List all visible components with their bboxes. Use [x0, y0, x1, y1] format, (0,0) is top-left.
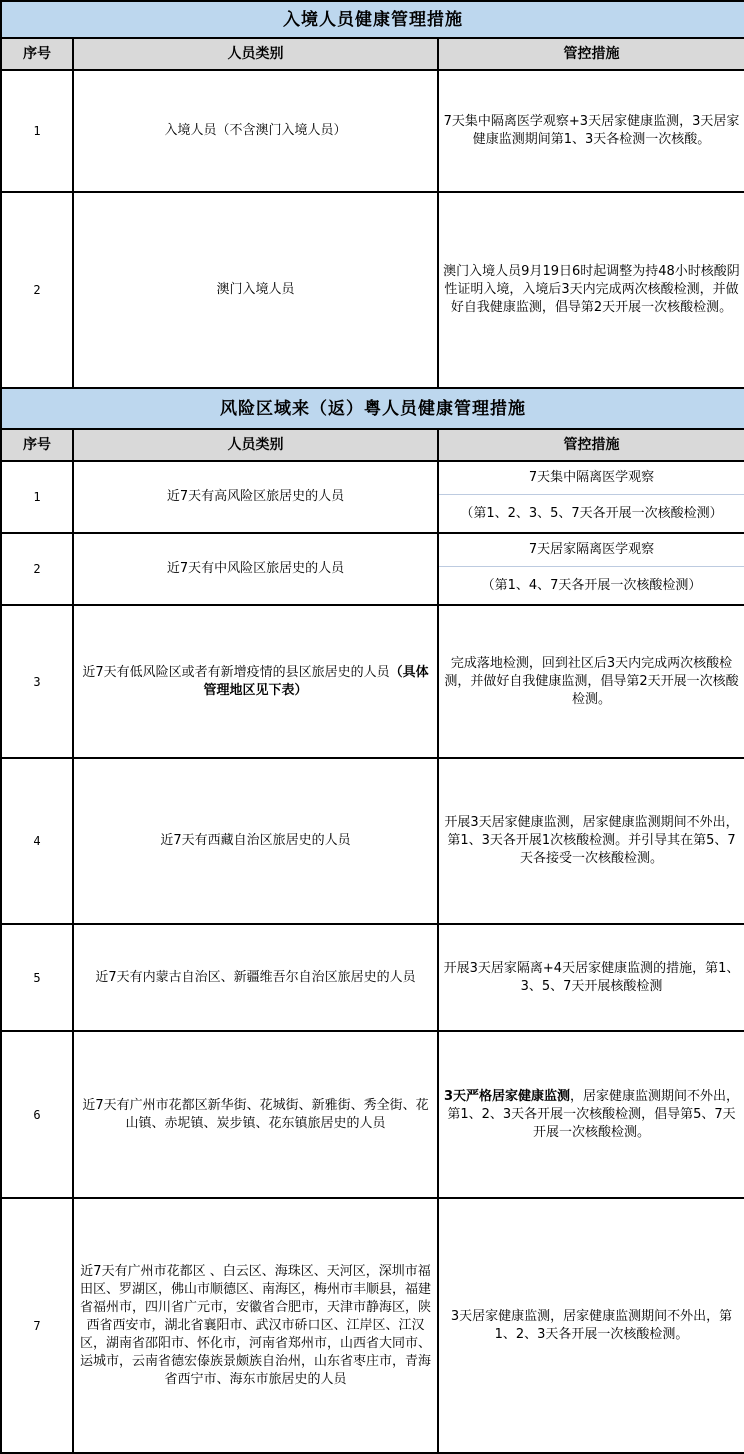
table-row: [1, 70, 744, 192]
measures-primary: 7天集中隔离医学观察: [439, 462, 744, 495]
row-index: 5: [1, 924, 73, 1031]
table-row: [1, 1198, 744, 1453]
row-measures: 澳门入境人员9月19日6时起调整为持48小时核酸阴性证明入境，入境后3天内完成两次核酸检测，并做好自我健康监测，倡导第2天开展一次核酸检测。: [438, 192, 744, 388]
category-note: （具体管理地区见下表）: [203, 664, 429, 698]
measures-text: ，居家健康监测期间不外出，第1、2、3天各开展一次核酸检测，倡导第5、7天开展一次核酸检测。: [447, 1088, 740, 1140]
section2-title: 风险区域来（返）粤人员健康管理措施: [1, 388, 744, 429]
table-row: [1, 461, 744, 533]
row-measures: 7天集中隔离医学观察+3天居家健康监测，3天居家健康监测期间第1、3天各检测一次核酸。: [438, 70, 744, 192]
row-measures: [438, 533, 744, 605]
row-measures: 3天居家健康监测，居家健康监测期间不外出，第1、2、3天各开展一次核酸检测。: [438, 1198, 744, 1453]
row-category: 近7天有广州市花都区 、白云区、海珠区、天河区，深圳市福田区、罗湖区，佛山市顺德区、南海区，梅州市丰顺县，福建省福州市，四川省广元市，安徽省合肥市，天津市静海区，陕西省西安市，湖北省襄阳市、武汉市硚口区、江岸区、江汉区，湖南省邵阳市、怀化市，河南省郑州市，山西省大同市、运城市，云南省德宏傣族景颇族自治州，山东省枣庄市，青海省西宁市、海东市旅居史的人员: [73, 1198, 438, 1453]
table-row: [1, 533, 744, 605]
header-index: 序号: [1, 38, 73, 70]
table-row: [1, 758, 744, 924]
row-measures: 开展3天居家隔离+4天居家健康监测的措施，第1、3、5、7天开展核酸检测: [438, 924, 744, 1031]
section1-title: 入境人员健康管理措施: [1, 1, 744, 38]
row-measures: [438, 461, 744, 533]
row-index: 1: [1, 461, 73, 533]
measures-emphasis: 3天严格居家健康监测: [443, 1088, 571, 1104]
measures-primary: 7天居家隔离医学观察: [439, 534, 744, 567]
row-index: 7: [1, 1198, 73, 1453]
measures-testing: （第1、4、7天各开展一次核酸检测）: [481, 577, 702, 593]
row-index: 3: [1, 605, 73, 758]
header-measures: 管控措施: [438, 38, 744, 70]
row-category: 近7天有西藏自治区旅居史的人员: [73, 758, 438, 924]
table-row: [1, 605, 744, 758]
section2-header-row: [1, 429, 744, 461]
measures-testing: （第1、2、3、5、7天各开展一次核酸检测）: [460, 506, 723, 521]
table-row: [1, 192, 744, 388]
header-category: 人员类别: [73, 429, 438, 461]
row-index: 4: [1, 758, 73, 924]
row-category: 近7天有中风险区旅居史的人员: [73, 533, 438, 605]
section1-title-row: [1, 1, 744, 38]
row-category: 近7天有内蒙古自治区、新疆维吾尔自治区旅居史的人员: [73, 924, 438, 1031]
row-category: 澳门入境人员: [73, 192, 438, 388]
row-category: 近7天有高风险区旅居史的人员: [73, 461, 438, 533]
table-row: [1, 1031, 744, 1198]
row-category: [73, 605, 438, 758]
table-row: [1, 924, 744, 1031]
row-index: 2: [1, 192, 73, 388]
row-index: 1: [1, 70, 73, 192]
header-index: 序号: [1, 429, 73, 461]
header-measures: 管控措施: [438, 429, 744, 461]
row-measures: 完成落地检测，回到社区后3天内完成两次核酸检测，并做好自我健康监测，倡导第2天开展一次核酸检测。: [438, 605, 744, 758]
row-category: 近7天有广州市花都区新华街、花城街、新雅街、秀全街、花山镇、赤坭镇、炭步镇、花东镇旅居史的人员: [73, 1031, 438, 1198]
section2-title-row: [1, 388, 744, 429]
category-text: 近7天有低风险区或者有新增疫情的县区旅居史的人员: [82, 664, 390, 680]
row-index: 6: [1, 1031, 73, 1198]
row-measures: [438, 1031, 744, 1198]
section1-header-row: [1, 38, 744, 70]
row-measures: 开展3天居家健康监测，居家健康监测期间不外出，第1、3天各开展1次核酸检测。并引导其在第5、7天各接受一次核酸检测。: [438, 758, 744, 924]
row-category: 入境人员（不含澳门入境人员）: [73, 70, 438, 192]
row-index: 2: [1, 533, 73, 605]
header-category: 人员类别: [73, 38, 438, 70]
